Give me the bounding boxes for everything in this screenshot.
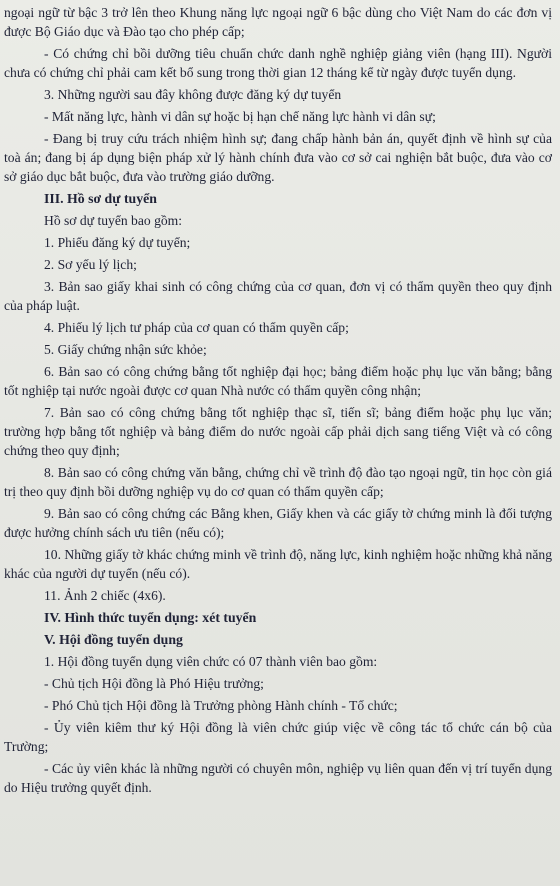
dossier-item-10: 10. Những giấy tờ khác chứng minh về trình độ, năng lực, kinh nghiệm hoặc những khả năng khác của người dự tuyển (nếu có). [4,547,552,581]
dossier-item-8: 8. Bản sao có công chứng văn bằng, chứng chỉ về trình độ đào tạo ngoại ngữ, tin học còn giá trị theo quy định bồi dưỡng nghiệp vụ do cơ quan có thẩm quyền cấp; [4,465,552,499]
section-heading-iv: IV. Hình thức tuyển dụng: xét tuyển [44,610,257,625]
council-intro: 1. Hội đồng tuyển dụng viên chức có 07 thành viên bao gồm: [44,654,378,669]
dossier-item-7: 7. Bản sao có công chứng bằng tốt nghiệp thạc sĩ, tiến sĩ; bảng điểm hoặc phụ lục văn; trường hợp bằng tốt nghiệp và bảng điểm do nước ngoài cấp phải dịch sang tiếng Việt và có công chứng theo quy định; [4,405,552,458]
dossier-item-3: 3. Bản sao giấy khai sinh có công chứng của cơ quan, đơn vị có thẩm quyền theo quy định của pháp luật. [4,279,552,313]
ineligible-intro: 3. Những người sau đây không được đăng ký dự tuyển [44,87,342,102]
dossier-item-4: 4. Phiếu lý lịch tư pháp của cơ quan có thẩm quyền cấp; [44,320,349,335]
dossier-item-5: 5. Giấy chứng nhận sức khỏe; [44,342,207,357]
council-member-4: - Các ủy viên khác là những người có chuyên môn, nghiệp vụ liên quan đến vị trí tuyển dụng do Hiệu trưởng quyết định. [4,761,552,795]
ineligible-item-2: - Đang bị truy cứu trách nhiệm hình sự; đang chấp hành bản án, quyết định về hình sự của toà án; đang bị áp dụng biện pháp xử lý hành chính đưa vào cơ sở cai nghiện bắt buộc, đưa vào cơ sở giáo dục bắt buộc, đưa vào trường giáo dưỡng. [4,131,552,184]
paragraph-continuation: ngoại ngữ từ bậc 3 trở lên theo Khung năng lực ngoại ngữ 6 bậc dùng cho Việt Nam do các đơn vị được Bộ Giáo dục và Đào tạo cho phép cấp; [4,5,552,39]
dossier-intro: Hồ sơ dự tuyển bao gồm: [44,213,183,228]
requirement-certificate: - Có chứng chỉ bồi dưỡng tiêu chuẩn chức danh nghề nghiệp giảng viên (hạng III). Người chưa có chứng chỉ phải cam kết bổ sung trong thời gian 12 tháng kể từ ngày được tuyển dụng. [4,46,552,80]
section-heading-iii: III. Hồ sơ dự tuyển [44,191,157,206]
council-member-2: - Phó Chủ tịch Hội đồng là Trưởng phòng Hành chính - Tổ chức; [44,698,398,713]
council-member-3: - Ủy viên kiêm thư ký Hội đồng là viên chức giúp việc về công tác tổ chức cán bộ của Trường; [4,720,552,754]
ineligible-item-1: - Mất năng lực, hành vi dân sự hoặc bị hạn chế năng lực hành vi dân sự; [44,109,436,124]
dossier-item-1: 1. Phiếu đăng ký dự tuyển; [44,235,191,250]
dossier-item-2: 2. Sơ yếu lý lịch; [44,257,137,272]
council-member-1: - Chủ tịch Hội đồng là Phó Hiệu trưởng; [44,676,264,691]
dossier-item-9: 9. Bản sao có công chứng các Bằng khen, Giấy khen và các giấy tờ chứng minh là đối tượng được hưởng chính sách ưu tiên (nếu có); [4,506,552,540]
dossier-item-11: 11. Ảnh 2 chiếc (4x6). [44,588,166,603]
section-heading-v: V. Hội đồng tuyển dụng [44,632,183,647]
dossier-item-6: 6. Bản sao có công chứng bằng tốt nghiệp đại học; bảng điểm hoặc phụ lục văn bằng; bằng tốt nghiệp tại nước ngoài được cơ quan Nhà nước có thẩm quyền công nhận; [4,364,552,398]
